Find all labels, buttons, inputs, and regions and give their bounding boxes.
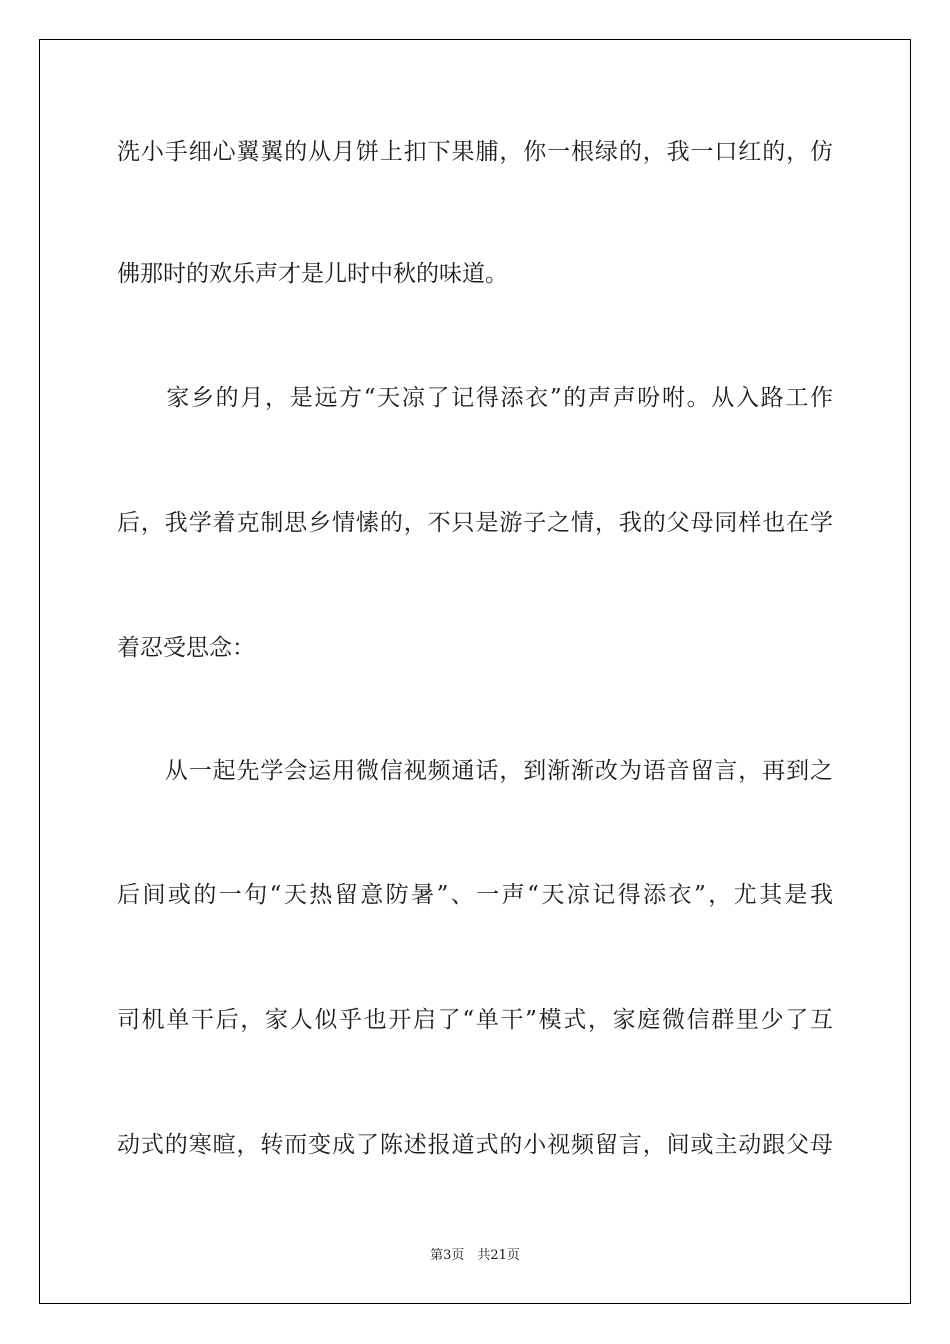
text-line-4: 后，我学着克制思乡情愫的，不只是游子之情，我的父母同样也在学 [117, 510, 833, 536]
page-frame [39, 39, 911, 1304]
text-line-7: 后间或的一句“天热留意防暑”、一声“天凉记得添衣”，尤其是我 [117, 882, 833, 908]
text-line-6: 从一起先学会运用微信视频通话，到渐渐改为语音留言，再到之 [117, 758, 833, 784]
text-line-3: 家乡的月，是远方“天凉了记得添衣”的声声吩咐。从入路工作 [117, 385, 833, 411]
text-line-2: 佛那时的欢乐声才是儿时中秋的味道。 [117, 261, 508, 287]
page-number-footer: 第3页 共21页 [430, 1248, 520, 1263]
text-line-5: 着忍受思念： [117, 635, 255, 661]
text-line-8: 司机单干后，家人似乎也开启了“单干”模式，家庭微信群里少了互 [117, 1007, 833, 1033]
text-line-1: 洗小手细心翼翼的从月饼上扣下果脯，你一根绿的，我一口红的，仿 [117, 139, 833, 165]
text-line-9: 动式的寒暄，转而变成了陈述报道式的小视频留言，间或主动跟父母 [117, 1132, 833, 1158]
